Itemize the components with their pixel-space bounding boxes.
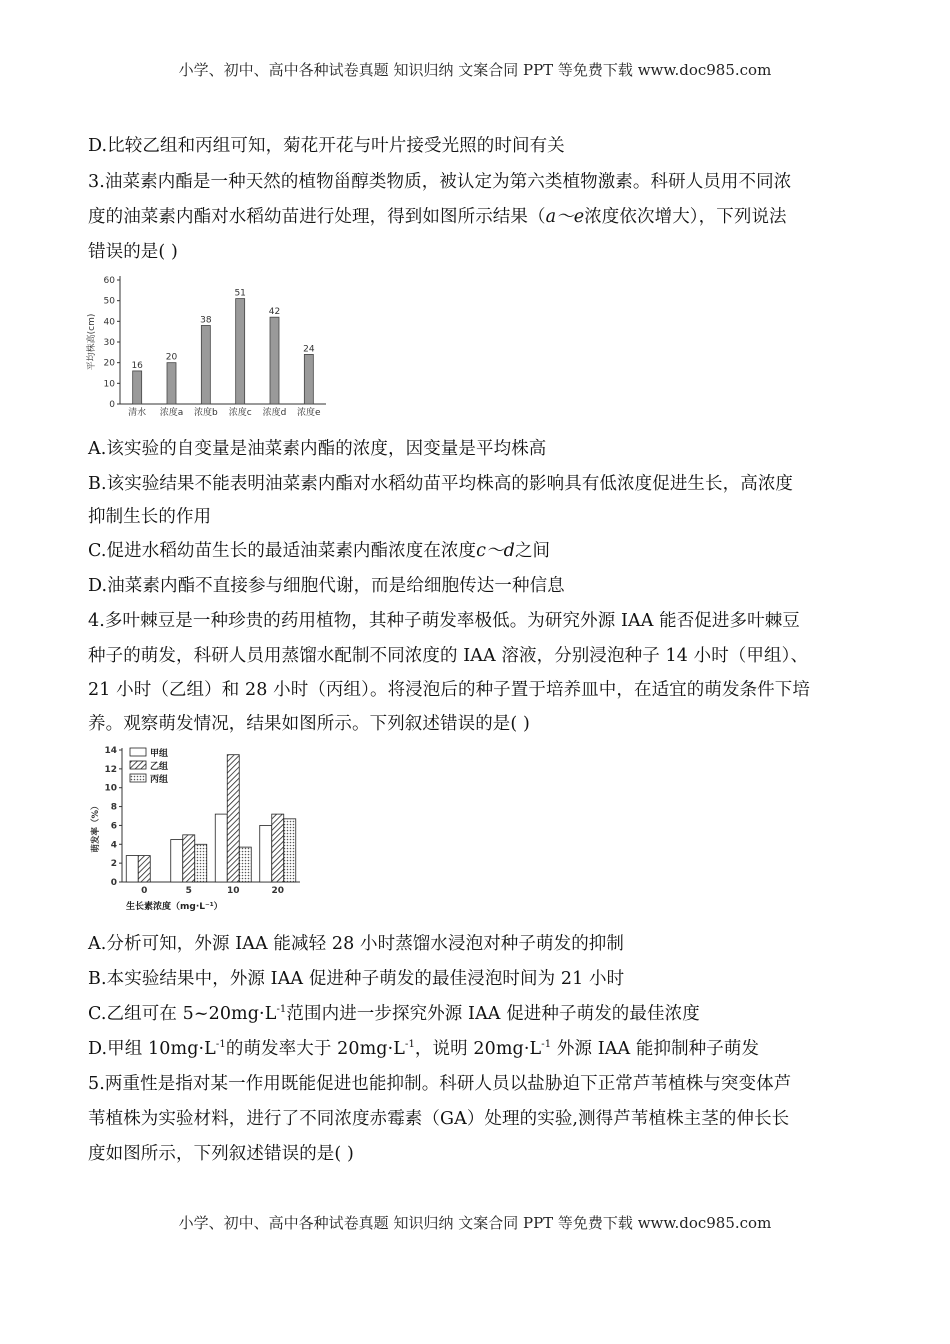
y-tick-label: 2: [110, 859, 117, 870]
legend-label: 乙组: [150, 762, 169, 772]
q5-stem-3: 度如图所示，下列叙述错误的是( ): [88, 1144, 354, 1164]
bar-hatched: [272, 814, 284, 882]
y-tick-label: 14: [104, 746, 117, 756]
legend-swatch-open: [130, 748, 146, 756]
legend-label: 丙组: [150, 775, 169, 785]
q4-option-c-3: 范围内进一步探究外源 IAA 促进种子萌发的最佳浓度: [286, 1004, 700, 1024]
x-tick-label: 浓度e: [297, 408, 321, 418]
y-tick-label: 4: [110, 840, 117, 851]
legend-label: 甲组: [150, 749, 169, 759]
q4-option-d-sup2: -1: [404, 1039, 415, 1051]
q4-stem-1: 4.多叶棘豆是一种珍贵的药用植物，其种子萌发率极低。为研究外源 IAA 能否促进多叶棘豆: [88, 611, 800, 631]
bar-hatched: [183, 835, 195, 882]
q3-stem-2c: 浓度依次增大），下列说法: [584, 207, 787, 227]
x-tick-label: 浓度d: [262, 408, 287, 418]
q4-option-d-5: ，说明 20mg·L: [414, 1039, 542, 1059]
bar-open: [215, 814, 227, 882]
q3-stem-2: [88, 203, 787, 228]
q3-option-b-1: B.该实验结果不能表明油菜素内酯对水稻幼苗平均株高的影响具有低浓度促进生长，高浓度: [88, 474, 794, 494]
y-tick-label: 50: [103, 296, 115, 307]
x-tick-label: 清水: [128, 408, 147, 418]
q4-option-d-7: 外源 IAA 能抑制种子萌发: [551, 1039, 760, 1059]
bar-hatched: [227, 755, 239, 882]
q5-stem-1: 5.两重性是指对某一作用既能促进也能抑制。科研人员以盐胁迫下正常芦苇植株与突变体芦: [88, 1074, 792, 1094]
bar: [236, 299, 245, 404]
bar-dotted: [195, 844, 207, 882]
y-axis-title: 平均株高(cm): [87, 313, 97, 371]
q5-stem-2: 苇植株为实验材料，进行了不同浓度赤霉素（GA）处理的实验,测得芦苇植株主茎的伸长长: [88, 1109, 790, 1129]
q4-option-b: B.本实验结果中，外源 IAA 促进种子萌发的最佳浸泡时间为 21 小时: [88, 969, 625, 989]
y-tick-label: 20: [103, 358, 115, 369]
q4-stem-3: 21 小时（乙组）和 28 小时（丙组）。将浸泡后的种子置于培养皿中，在适宜的萌发条件下培: [88, 680, 810, 700]
q4-option-d-3: 的萌发率大于 20mg·L: [225, 1039, 405, 1059]
q4-option-c-1: C.乙组可在 5~20mg·L: [88, 1004, 277, 1024]
y-tick-label: 60: [103, 276, 115, 286]
bar: [201, 325, 210, 404]
y-tick-label: 12: [104, 764, 117, 775]
q3-option-a: A.该实验的自变量是油菜素内酯的浓度，因变量是平均株高: [88, 439, 547, 459]
q4-option-d-1: D.甲组 10mg·L: [88, 1039, 216, 1059]
bar: [304, 354, 313, 404]
page-header: 小学、初中、高中各种试卷真题 知识归纳 文案合同 PPT 等免费下载 www.doc985.com: [178, 61, 772, 79]
q3-stem-3: 错误的是( ): [88, 242, 178, 262]
x-tick-label: 5: [185, 886, 192, 896]
bar: [167, 363, 176, 404]
bar-dotted: [284, 819, 296, 882]
bar-open: [260, 825, 272, 882]
x-tick-label: 浓度b: [193, 408, 218, 418]
q4-option-c: [88, 1000, 700, 1025]
bar-data-label: 51: [234, 288, 246, 299]
q3-stem-1: 3.油菜素内酯是一种天然的植物甾醇类物质，被认定为第六类植物激素。科研人员用不同浓: [88, 172, 792, 192]
q3-option-d: D.油菜素内酯不直接参与细胞代谢，而是给细胞传达一种信息: [88, 576, 565, 596]
bar-open: [126, 856, 138, 882]
q4-option-d-sup1: -1: [215, 1039, 226, 1051]
y-tick-label: 40: [103, 317, 115, 328]
x-tick-label: 0: [141, 886, 148, 896]
x-tick-label: 浓度c: [228, 408, 252, 418]
q4-stem-4: 养。观察萌发情况，结果如图所示。下列叙述错误的是( ): [88, 714, 530, 734]
q4-option-d-sup3: -1: [541, 1039, 552, 1051]
y-axis-title: 萌发率（%）: [91, 801, 101, 853]
y-tick-label: 0: [109, 400, 115, 410]
y-tick-label: 6: [110, 821, 117, 832]
x-axis-title: 生长素浓度（mg·L⁻¹）: [126, 902, 223, 912]
x-tick-label: 浓度a: [159, 408, 184, 418]
q3-option-b-2: 抑制生长的作用: [88, 507, 212, 527]
bar: [270, 317, 279, 404]
x-tick-label: 20: [271, 886, 285, 896]
bar-data-label: 24: [303, 344, 315, 355]
chart-germination-rate: [88, 742, 308, 914]
bar-data-label: 16: [131, 360, 143, 371]
x-tick-label: 10: [226, 886, 240, 896]
bar-data-label: 20: [165, 352, 178, 363]
q3-stem-2a: 度的油菜素内酯对水稻幼苗进行处理，得到如图所示结果（: [88, 207, 546, 227]
y-tick-label: 10: [104, 783, 117, 794]
q4-option-d: [88, 1035, 759, 1060]
y-tick-label: 10: [103, 379, 115, 390]
q3-option-c-1: C.促进水稻幼苗生长的最适油菜素内酯浓度在浓度: [88, 541, 477, 561]
q4-option-a: A.分析可知，外源 IAA 能减轻 28 小时蒸馏水浸泡对种子萌发的抑制: [88, 934, 625, 954]
y-tick-label: 30: [103, 338, 115, 348]
q4-option-c-sup: -1: [276, 1004, 287, 1016]
legend-swatch-dotted: [130, 774, 146, 782]
bar-data-label: 42: [268, 307, 281, 318]
y-tick-label: 0: [110, 878, 117, 888]
q3-option-c-3: 之间: [514, 541, 551, 561]
chart-plant-height: [80, 268, 340, 420]
bar-data-label: 38: [200, 315, 212, 326]
q3-option-c-2: c～d: [476, 541, 515, 561]
y-tick-label: 8: [110, 802, 117, 813]
q3-option-c: [88, 537, 550, 562]
legend-swatch-hatched: [130, 761, 146, 769]
page-footer: 小学、初中、高中各种试卷真题 知识归纳 文案合同 PPT 等免费下载 www.doc985.com: [178, 1214, 772, 1232]
q3-stem-2b: a～e: [545, 207, 585, 227]
bar-dotted: [239, 847, 251, 882]
option-d-prev: D.比较乙组和丙组可知，菊花开花与叶片接受光照的时间有关: [88, 136, 565, 156]
q4-stem-2: 种子的萌发，科研人员用蒸馏水配制不同浓度的 IAA 溶液，分别浸泡种子 14 小时（甲组）、: [88, 646, 809, 666]
bar-hatched: [138, 856, 150, 882]
bar: [133, 371, 142, 404]
bar-open: [171, 840, 183, 882]
